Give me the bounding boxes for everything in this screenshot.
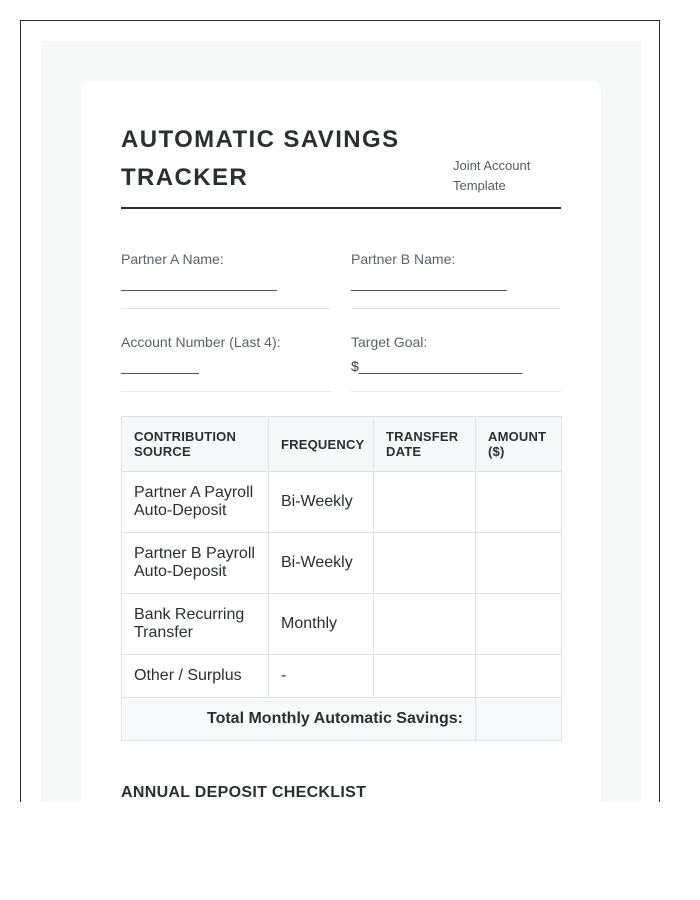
- title-divider: [121, 207, 561, 209]
- account-number-field[interactable]: [121, 333, 331, 392]
- transfer-date-cell[interactable]: [374, 655, 476, 698]
- amount-cell[interactable]: [476, 594, 562, 655]
- frequency-cell: Monthly: [269, 594, 374, 655]
- transfer-date-cell[interactable]: [374, 594, 476, 655]
- total-amount-cell[interactable]: [476, 698, 562, 741]
- partner-a-input-line[interactable]: ____________________: [121, 275, 277, 291]
- partner-a-label: Partner A Name:: [121, 251, 224, 267]
- table-row: [122, 533, 562, 594]
- transfer-date-cell[interactable]: [374, 472, 476, 533]
- total-row: [122, 698, 562, 741]
- target-goal-field[interactable]: [351, 333, 561, 392]
- tracker-card: [81, 81, 601, 802]
- column-header-source: CONTRIBUTION SOURCE: [122, 417, 269, 472]
- document-frame: [20, 20, 660, 802]
- column-header-transfer-date: TRANSFER DATE: [374, 417, 476, 472]
- source-cell: Partner B Payroll Auto-Deposit: [122, 533, 269, 594]
- partner-a-field[interactable]: [121, 250, 331, 309]
- table-row: [122, 655, 562, 698]
- account-number-input-line[interactable]: __________: [121, 358, 199, 374]
- table-row: [122, 594, 562, 655]
- table-header-row: [122, 417, 562, 472]
- page-title: AUTOMATIC SAVINGS TRACKER: [121, 126, 400, 191]
- partner-b-label: Partner B Name:: [351, 251, 456, 267]
- partner-b-input-line[interactable]: ____________________: [351, 275, 507, 291]
- amount-cell[interactable]: [476, 472, 562, 533]
- source-cell: Partner A Payroll Auto-Deposit: [122, 472, 269, 533]
- source-cell: Other / Surplus: [122, 655, 269, 698]
- frequency-cell: -: [269, 655, 374, 698]
- checklist-title: ANNUAL DEPOSIT CHECKLIST: [121, 784, 367, 801]
- total-label: Total Monthly Automatic Savings:: [122, 698, 476, 741]
- column-header-amount: AMOUNT ($): [476, 417, 562, 472]
- transfer-date-cell[interactable]: [374, 533, 476, 594]
- amount-cell[interactable]: [476, 655, 562, 698]
- contributions-table: [121, 416, 562, 741]
- target-goal-label: Target Goal:: [351, 334, 428, 350]
- page-subtitle: Joint Account Template: [453, 158, 531, 193]
- frequency-cell: Bi-Weekly: [269, 472, 374, 533]
- source-cell: Bank Recurring Transfer: [122, 594, 269, 655]
- frequency-cell: Bi-Weekly: [269, 533, 374, 594]
- amount-cell[interactable]: [476, 533, 562, 594]
- table-row: [122, 472, 562, 533]
- account-number-label: Account Number (Last 4):: [121, 334, 281, 350]
- page-backdrop: [41, 41, 641, 802]
- target-goal-input-line[interactable]: $_____________________: [351, 358, 523, 374]
- partner-b-field[interactable]: [351, 250, 561, 309]
- column-header-frequency: FREQUENCY: [269, 417, 374, 472]
